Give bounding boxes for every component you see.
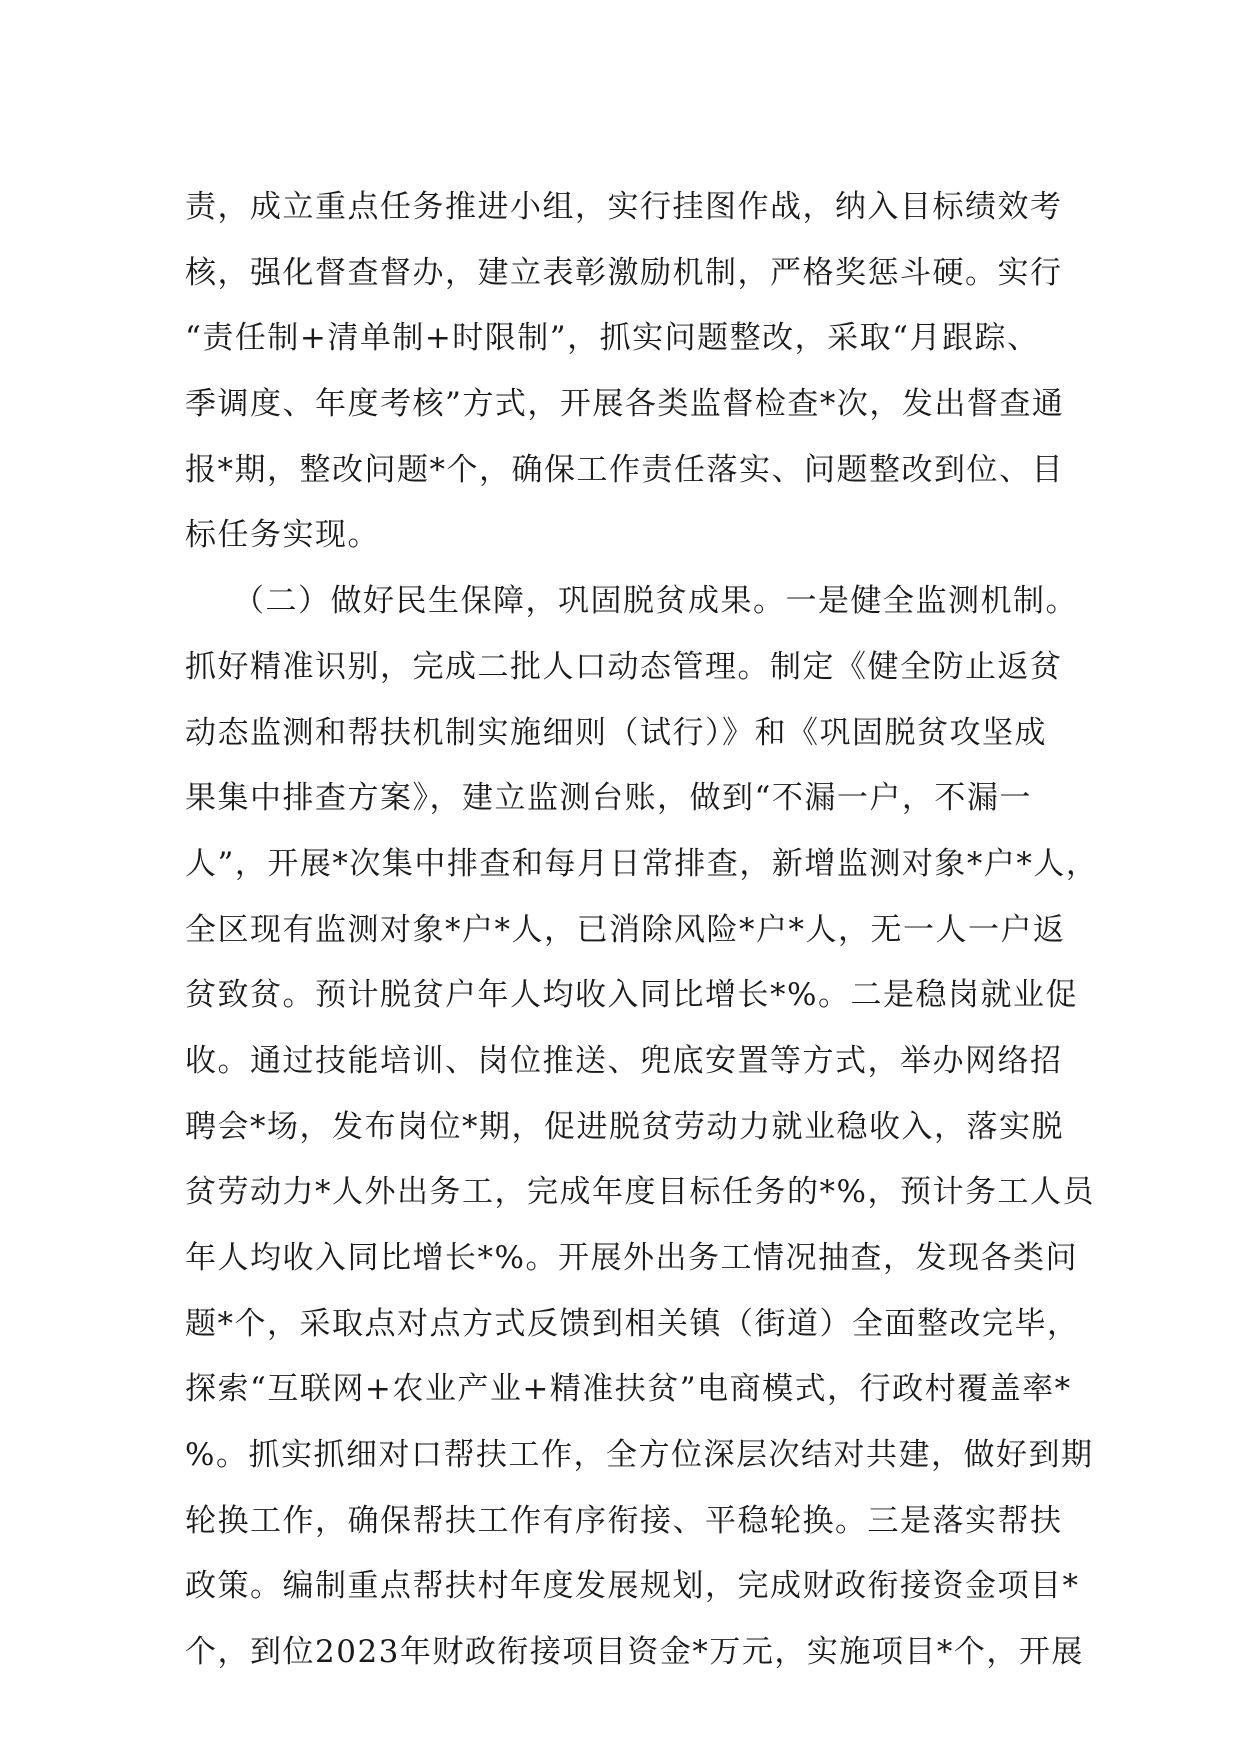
text-line: 贫致贫。预计脱贫户年人均收入同比增长*%。二是稳岗就业促 [185, 977, 1078, 1014]
text-line: 个，到位2023年财政衔接项目资金*万元，实施项目*个，开展 [185, 1634, 1084, 1671]
body-text [185, 175, 1099, 1686]
text-line: 果集中排查方案》，建立监测台账，做到“不漏一户，不漏一 [185, 780, 1032, 817]
text-line: 报*期，整改问题*个，确保工作责任落实、问题整改到位、目 [185, 451, 1064, 488]
text-line: 责，成立重点任务推进小组，实行挂图作战，纳入目标绩效考 [185, 189, 1063, 225]
text-line: 季调度、年度考核”方式，开展各类监督检查*次，发出督查通 [185, 386, 1065, 423]
text-line: 标任务实现。 [185, 517, 380, 554]
text-line: 年人均收入同比增长*%。开展外出务工情况抽查，发现各类问 [185, 1240, 1078, 1276]
text-line: 核，强化督查督办，建立表彰激励机制，严格奖惩斗硬。实行 [185, 254, 1063, 291]
text-line: 探索“互联网+农业产业+精准扶贫”电商模式，行政村覆盖率* [185, 1371, 1072, 1408]
text-line: 全区现有监测对象*户*人，已消除风险*户*人，无一人一户返 [185, 911, 1066, 948]
text-line: 政策。编制重点帮扶村年度发展规划，完成财政衔接资金项目* [185, 1568, 1080, 1605]
text-line: 轮换工作，确保帮扶工作有序衔接、平稳轮换。三是落实帮扶 [185, 1502, 1063, 1539]
text-line: “责任制+清单制+时限制”，抓实问题整改，采取“月跟踪、 [185, 320, 1040, 357]
text-line: 动态监测和帮扶机制实施细则（试行）》和《巩固脱贫攻坚成 [185, 714, 1047, 751]
text-line: 题*个，采取点对点方式反馈到相关镇（街道）全面整改完毕， [185, 1305, 1080, 1342]
section-heading-line: （二）做好民生保障，巩固脱贫成果。一是健全监测机制。 [233, 583, 1078, 620]
text-line: 抓好精准识别，完成二批人口动态管理。制定《健全防止返贫 [185, 648, 1063, 685]
text-line: 收。通过技能培训、岗位推送、兜底安置等方式，举办网络招 [185, 1042, 1063, 1079]
text-line: 聘会*场，发布岗位*期，促进脱贫劳动力就业稳收入，落实脱 [185, 1108, 1064, 1145]
text-line: 人”，开展*次集中排查和每月日常排查，新增监测对象*户*人， [185, 845, 1099, 882]
text-line: 贫劳动力*人外出务工，完成年度目标任务的*%，预计务工人员 [185, 1174, 1095, 1211]
text-line: %。抓实抓细对口帮扶工作，全方位深层次结对共建，做好到期 [185, 1437, 1094, 1474]
